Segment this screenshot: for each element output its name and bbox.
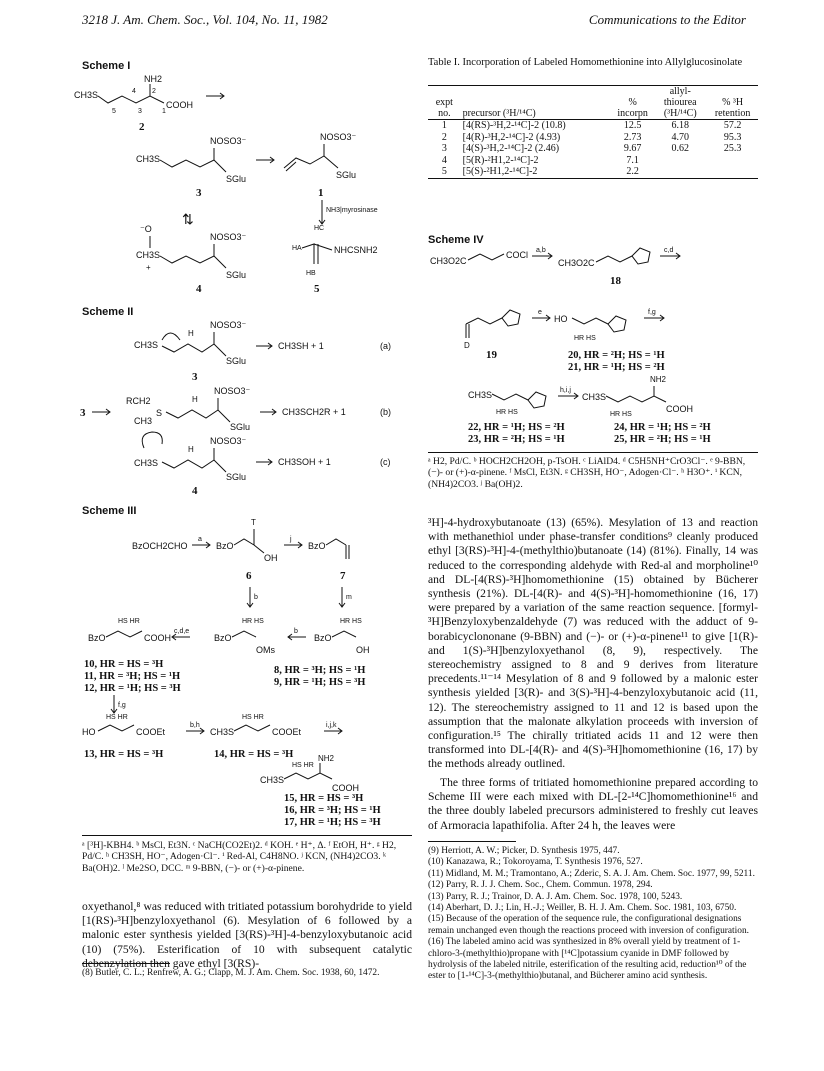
svg-text:11, HR = ³H; HS = ¹H: 11, HR = ³H; HS = ¹H: [84, 671, 181, 682]
svg-text:17, HR = ¹H; HS = ³H: 17, HR = ¹H; HS = ³H: [284, 817, 381, 827]
table-row: 3 [4(S)-³H,2-¹⁴C]-2 (2.46) 9.67 0.62 25.3: [441, 143, 742, 154]
svg-text:(b): (b): [380, 407, 391, 417]
table-1: [428, 85, 758, 179]
svg-text:SGlu: SGlu: [226, 174, 247, 184]
svg-text:(c): (c): [380, 457, 391, 467]
scheme-1-title: Scheme I: [82, 60, 131, 72]
svg-text:NH2: NH2: [650, 375, 667, 384]
svg-text:6: 6: [246, 570, 252, 582]
svg-text:OH: OH: [264, 553, 278, 563]
svg-text:5: 5: [112, 108, 116, 115]
scheme-3-footnote: ᵃ [³H]-KBH4. ᵇ MsCl, Et3N. ᶜ NaCH(CO2Et)2. ᵈ KOH. ᵉ H⁺, Δ. ᶠ EtOH, H⁺. ᵍ H2, Pd/C. ʰ CH3SH, HO⁻, Adogen·Cl⁻. ⁱ Red-Al, C4H8NO. ʲ KCN, (NH4)2CO3. ᵏ Ba(OH)2. ˡ Me2SO, DCC. ᵐ 9-BBN, (−)- or (+)-α-pinene.: [82, 840, 397, 874]
svg-text:HO: HO: [554, 314, 568, 324]
svg-text:⁻O: ⁻O: [140, 224, 152, 234]
footnote-14: (14) Aberhart, D. J.; Lin, H.-J.; Weiller, B. H. J. Am. Chem. Soc. 1981, 103, 6750.: [428, 903, 737, 914]
svg-text:COOH: COOH: [666, 404, 693, 414]
svg-text:NH2: NH2: [318, 754, 335, 763]
svg-text:HR HS: HR HS: [610, 411, 632, 418]
table-1-title: Table I. Incorporation of Labeled Homomethionine into Allylglucosinolate: [428, 57, 743, 68]
col-header: allyl-thiourea (³H/¹⁴C): [653, 86, 707, 120]
svg-text:SGlu: SGlu: [226, 270, 247, 280]
svg-text:19: 19: [486, 349, 497, 361]
svg-text:16, HR = ³H; HS = ¹H: 16, HR = ³H; HS = ¹H: [284, 805, 381, 816]
svg-text:BzO: BzO: [308, 541, 326, 551]
svg-text:HS HR: HS HR: [292, 762, 314, 769]
svg-text:2: 2: [152, 88, 156, 95]
scheme-1-figure: [74, 72, 404, 297]
svg-text:NOSO3⁻: NOSO3⁻: [320, 132, 357, 142]
svg-text:4: 4: [132, 88, 136, 95]
svg-text:5: 5: [314, 283, 320, 295]
svg-text:CH3SOH + 1: CH3SOH + 1: [278, 457, 331, 467]
svg-text:CH3S: CH3S: [134, 458, 159, 468]
svg-text:CH3: CH3: [134, 416, 153, 426]
scheme-3-rule: [82, 835, 412, 836]
svg-text:NH3|myrosinase: NH3|myrosinase: [326, 207, 378, 214]
table-row: 5 [5(S)-²H1,2-¹⁴C]-2 2.2: [428, 166, 758, 178]
scheme-3-title: Scheme III: [82, 505, 137, 517]
svg-text:3: 3: [192, 371, 198, 383]
svg-text:15, HR = HS = ³H: 15, HR = HS = ³H: [284, 793, 364, 804]
svg-text:1: 1: [318, 187, 324, 199]
section-header: Communications to the Editor: [588, 12, 746, 27]
footnote-8: (8) Butler, C. L.; Renfrew, A. G.; Clapp, M. J. Am. Chem. Soc. 1938, 60, 1472.: [82, 968, 380, 978]
svg-text:CH3S: CH3S: [136, 250, 161, 260]
svg-text:HR HS: HR HS: [496, 409, 518, 416]
svg-text:CH3S: CH3S: [134, 340, 159, 350]
svg-text:COOEt: COOEt: [272, 727, 302, 737]
svg-text:COOEt: COOEt: [136, 727, 166, 737]
scheme-4-footnote: ᵃ H2, Pd/C. ᵇ HOCH2CH2OH, p-TsOH. ᶜ LiAlD4. ᵈ C5H5NH⁺CrO3Cl⁻. ᵉ 9-BBN, (−)- or (+)-α-pinene. ᶠ MsCl, Et3N. ᵍ CH3SH, HO⁻, Adogen·Cl⁻. ʰ H3O⁺. ⁱ KCN, (NH4)2CO3. ʲ Ba(OH)2.: [428, 456, 746, 490]
scheme-2-title: Scheme II: [82, 306, 134, 318]
footnote-12: (12) Parry, R. J. J. Chem. Soc., Chem. Commun. 1978, 294.: [428, 880, 653, 891]
svg-text:H: H: [188, 329, 194, 338]
svg-text:HS HR: HS HR: [242, 714, 264, 721]
footnote-13: (13) Parry, R. J.; Trainor, D. A. J. Am. Chem. Soc. 1978, 100, 5243.: [428, 891, 683, 902]
svg-text:CH3S: CH3S: [210, 727, 235, 737]
table-row: 2 [4(R)-³H,2-¹⁴C]-2 (4.93) 2.73 4.70 95.3: [441, 131, 742, 143]
svg-text:SGlu: SGlu: [230, 422, 251, 432]
svg-text:7: 7: [340, 570, 346, 582]
svg-text:c,d: c,d: [664, 247, 674, 254]
svg-text:HB: HB: [306, 270, 316, 277]
svg-text:a: a: [198, 536, 202, 543]
running-header: 3218 J. Am. Chem. Soc., Vol. 104, No. 11, 1982: [82, 12, 328, 27]
svg-text:+: +: [146, 263, 151, 272]
svg-text:CH3O2C: CH3O2C: [430, 256, 467, 266]
svg-text:COOH: COOH: [144, 633, 171, 643]
footnote-16: (16) The labeled amino acid was synthesized in 8% overall yield by treatment of 1-chloro-3-(methylthio)propane with [¹⁴C]potassium cyanide in DMF followed by hydrolysis of the labeled nitrile, esterification of the resulting acid, reduction¹⁰ of the ester to [1-¹⁴C]-3-(methylthio)butanal, and Bücherer amino acid synthesis.: [428, 937, 747, 982]
svg-text:H: H: [188, 445, 194, 454]
svg-text:a,b: a,b: [536, 247, 546, 254]
svg-text:23, HR = ²H; HS = ¹H: 23, HR = ²H; HS = ¹H: [468, 434, 565, 445]
svg-text:BzO: BzO: [216, 541, 234, 551]
svg-text:1: 1: [162, 108, 166, 115]
svg-text:4: 4: [196, 283, 202, 295]
svg-text:COOH: COOH: [166, 100, 193, 110]
col-header: expt no.: [428, 86, 461, 120]
svg-text:b,h: b,h: [190, 722, 200, 729]
col-header: % ³H retention: [707, 86, 758, 120]
svg-text:b: b: [294, 628, 298, 635]
footnote-rule-left: [82, 963, 170, 964]
svg-text:HR HS: HR HS: [242, 618, 264, 625]
svg-text:CH3S: CH3S: [582, 392, 607, 402]
svg-text:OH: OH: [356, 645, 370, 655]
svg-text:HR HS: HR HS: [340, 618, 362, 625]
col-header: % incorpn: [612, 86, 653, 120]
svg-text:HA: HA: [292, 245, 302, 252]
svg-text:h,i,j: h,i,j: [560, 387, 571, 394]
svg-text:3: 3: [196, 187, 202, 199]
svg-text:HO: HO: [82, 727, 96, 737]
svg-text:c,d,e: c,d,e: [174, 628, 190, 635]
svg-text:f,g: f,g: [118, 702, 126, 709]
svg-text:8, HR = ³H; HS = ¹H: 8, HR = ³H; HS = ¹H: [274, 665, 366, 676]
body-right-paragraph-1: ³H]-4-hydroxybutanoate (13) (65%). Mesylation of 13 and reaction with methanethiol under phase-transfer conditions⁹ cleanly produced ethyl [3(RS)-³H]-4-(methylthio)butanoate (14) (81%). Finally, 14 was reduced to the corresponding aldehyde with Red-al and morpholine¹⁰ and DL-[4(RS)-³H]homomethionine (15) obtained by Bücherer synthesis (21%). DL-[4(R)- and 4(S)-³H]-homomethionine (16, 17) were prepared by a variation of the same reaction sequence. [formyl-³H]Benzyloxybenzaldehyde (7) was reduced with the adduct of 9-borabicyclononane (9-BBN) and (−)- or (+)-α-pinene¹¹ to give [1(R)- and 1(S)-³H]benzyloxyethanol (8, 9), respectively. The stereochemistry assigned to 8 and 9 derives from literature precedents.¹¹⁻¹⁴ Mesylation of 8 and 9 followed by a malonic ester synthesis yielded [3(R)- and 3(S)-³H]-4-benzyloxybutanoic acid (11, 12). The stereochemistry assigned to 11 and 12 is based upon the assumption that the malonate alkylation proceeds with inversion of configuration.¹⁵ The chirally tritiated acids 11 and 12 were then transformed into DL-[4(R)- and 4(S)-³H]homomethionine (16, 17) by the methods already outlined.: [428, 516, 758, 771]
svg-text:COOH: COOH: [332, 783, 359, 793]
svg-text:CH3SH + 1: CH3SH + 1: [278, 341, 324, 351]
svg-text:NH2: NH2: [144, 74, 163, 84]
svg-text:H: H: [192, 395, 198, 404]
scheme-3-figure: [74, 515, 414, 827]
svg-text:j: j: [290, 536, 292, 543]
svg-text:CH3SCH2R + 1: CH3SCH2R + 1: [282, 407, 346, 417]
svg-text:BzO: BzO: [314, 633, 332, 643]
svg-text:BzO: BzO: [88, 633, 106, 643]
svg-text:21, HR = ¹H; HS = ²H: 21, HR = ¹H; HS = ²H: [568, 362, 665, 373]
svg-text:HC: HC: [314, 225, 325, 232]
svg-text:9, HR = ¹H; HS = ³H: 9, HR = ¹H; HS = ³H: [274, 677, 366, 688]
scheme-4-rule: [428, 452, 758, 453]
svg-text:3: 3: [138, 108, 142, 115]
svg-text:NOSO3⁻: NOSO3⁻: [210, 136, 247, 146]
svg-text:f,g: f,g: [648, 309, 656, 316]
footnote-11: (11) Midland, M. M.; Tramontano, A.; Zderic, S. A. J. Am. Chem. Soc. 1977, 99, 5211.: [428, 868, 755, 879]
footnote-15: (15) Because of the operation of the sequence rule, the configurational designations remain unchanged even though the reactions proceed with inversion of configuration.: [428, 914, 749, 936]
footnotes-right: [428, 846, 758, 983]
footnote-rule-right: [428, 841, 516, 842]
svg-text:4: 4: [192, 485, 198, 496]
col-header: precursor (³H/¹⁴C): [461, 86, 612, 120]
svg-text:RCH2: RCH2: [126, 396, 151, 406]
svg-text:CH3O2C: CH3O2C: [558, 258, 595, 268]
svg-text:e: e: [538, 309, 542, 316]
svg-text:25, HR = ²H; HS = ¹H: 25, HR = ²H; HS = ¹H: [614, 434, 711, 445]
scheme-4-figure: [428, 246, 758, 451]
svg-text:b: b: [254, 594, 258, 601]
scheme-4-title: Scheme IV: [428, 234, 484, 246]
svg-text:NHCSNH2: NHCSNH2: [334, 245, 378, 255]
table-row: 4 [5(R)-²H1,2-¹⁴C]-2 7.1: [441, 154, 639, 166]
svg-text:NOSO3⁻: NOSO3⁻: [214, 386, 251, 396]
svg-text:BzOCH2CHO: BzOCH2CHO: [132, 541, 188, 551]
svg-text:COCl: COCl: [506, 250, 528, 260]
s1-ch3s-2: CH3S: [74, 90, 99, 100]
compound-label: 2: [139, 121, 145, 133]
svg-text:12, HR = ¹H; HS = ³H: 12, HR = ¹H; HS = ³H: [84, 683, 181, 694]
svg-text:(a): (a): [380, 341, 391, 351]
svg-text:22, HR = ¹H; HS = ²H: 22, HR = ¹H; HS = ²H: [468, 422, 565, 433]
svg-text:i,j,k: i,j,k: [326, 722, 337, 729]
svg-text:HR HS: HR HS: [574, 335, 596, 342]
body-left-paragraph: oxyethanol,⁸ was reduced with tritiated potassium borohydride to yield [1(RS)-³H]benzyloxyethanol (6). Mesylation of 6 followed by a malonic ester synthesis yielded [3(RS)-³H]-4-benzyloxybutanoic acid (10) (75%). Esterification of 10 with subsequent catalytic debenzylation then gave ethyl [3(RS)-: [82, 900, 412, 970]
svg-text:NOSO3⁻: NOSO3⁻: [210, 436, 247, 446]
svg-text:20, HR = ²H; HS = ¹H: 20, HR = ²H; HS = ¹H: [568, 350, 665, 361]
svg-text:D: D: [464, 341, 470, 350]
table-row: 1 [4(RS)-³H,2-¹⁴C]-2 (10.8) 12.5 6.18 57.2: [441, 120, 742, 131]
svg-text:CH3S: CH3S: [468, 390, 493, 400]
svg-text:13, HR = HS = ³H: 13, HR = HS = ³H: [84, 749, 164, 760]
svg-text:NOSO3⁻: NOSO3⁻: [210, 320, 247, 330]
footnote-9: (9) Herriott, A. W.; Picker, D. Synthesis 1975, 447.: [428, 846, 620, 856]
svg-text:BzO: BzO: [214, 633, 232, 643]
svg-text:18: 18: [610, 275, 621, 287]
body-right-paragraph-2: The three forms of tritiated homomethionine prepared according to Scheme III were each mixed with DL-[2-¹⁴C]homomethionine¹⁶ and the three doubly labeled precursors administered to freshly cut leaves of Armoracia lapathifolia. After 24 h, the leaves were: [428, 776, 758, 832]
scheme-2-figure: [74, 316, 404, 496]
svg-text:CH3S: CH3S: [260, 775, 285, 785]
svg-text:14, HR = HS = ³H: 14, HR = HS = ³H: [214, 749, 294, 760]
svg-text:SGlu: SGlu: [226, 356, 247, 366]
svg-text:SGlu: SGlu: [336, 170, 357, 180]
svg-text:S: S: [156, 408, 163, 418]
svg-text:OMs: OMs: [256, 645, 275, 655]
svg-text:NOSO3⁻: NOSO3⁻: [210, 232, 247, 242]
svg-text:T: T: [251, 518, 256, 527]
svg-text:3: 3: [80, 407, 86, 419]
svg-text:SGlu: SGlu: [226, 472, 247, 482]
svg-text:HS HR: HS HR: [106, 714, 128, 721]
svg-text:m: m: [346, 594, 352, 601]
svg-text:24, HR = ¹H; HS = ²H: 24, HR = ¹H; HS = ²H: [614, 422, 711, 433]
footnote-10: (10) Kanazawa, R.; Tokoroyama, T. Synthesis 1976, 527.: [428, 857, 643, 868]
svg-text:HS HR: HS HR: [118, 618, 140, 625]
svg-text:10, HR = HS = ³H: 10, HR = HS = ³H: [84, 659, 164, 670]
svg-text:CH3S: CH3S: [136, 154, 161, 164]
svg-text:⇅: ⇅: [182, 211, 194, 227]
